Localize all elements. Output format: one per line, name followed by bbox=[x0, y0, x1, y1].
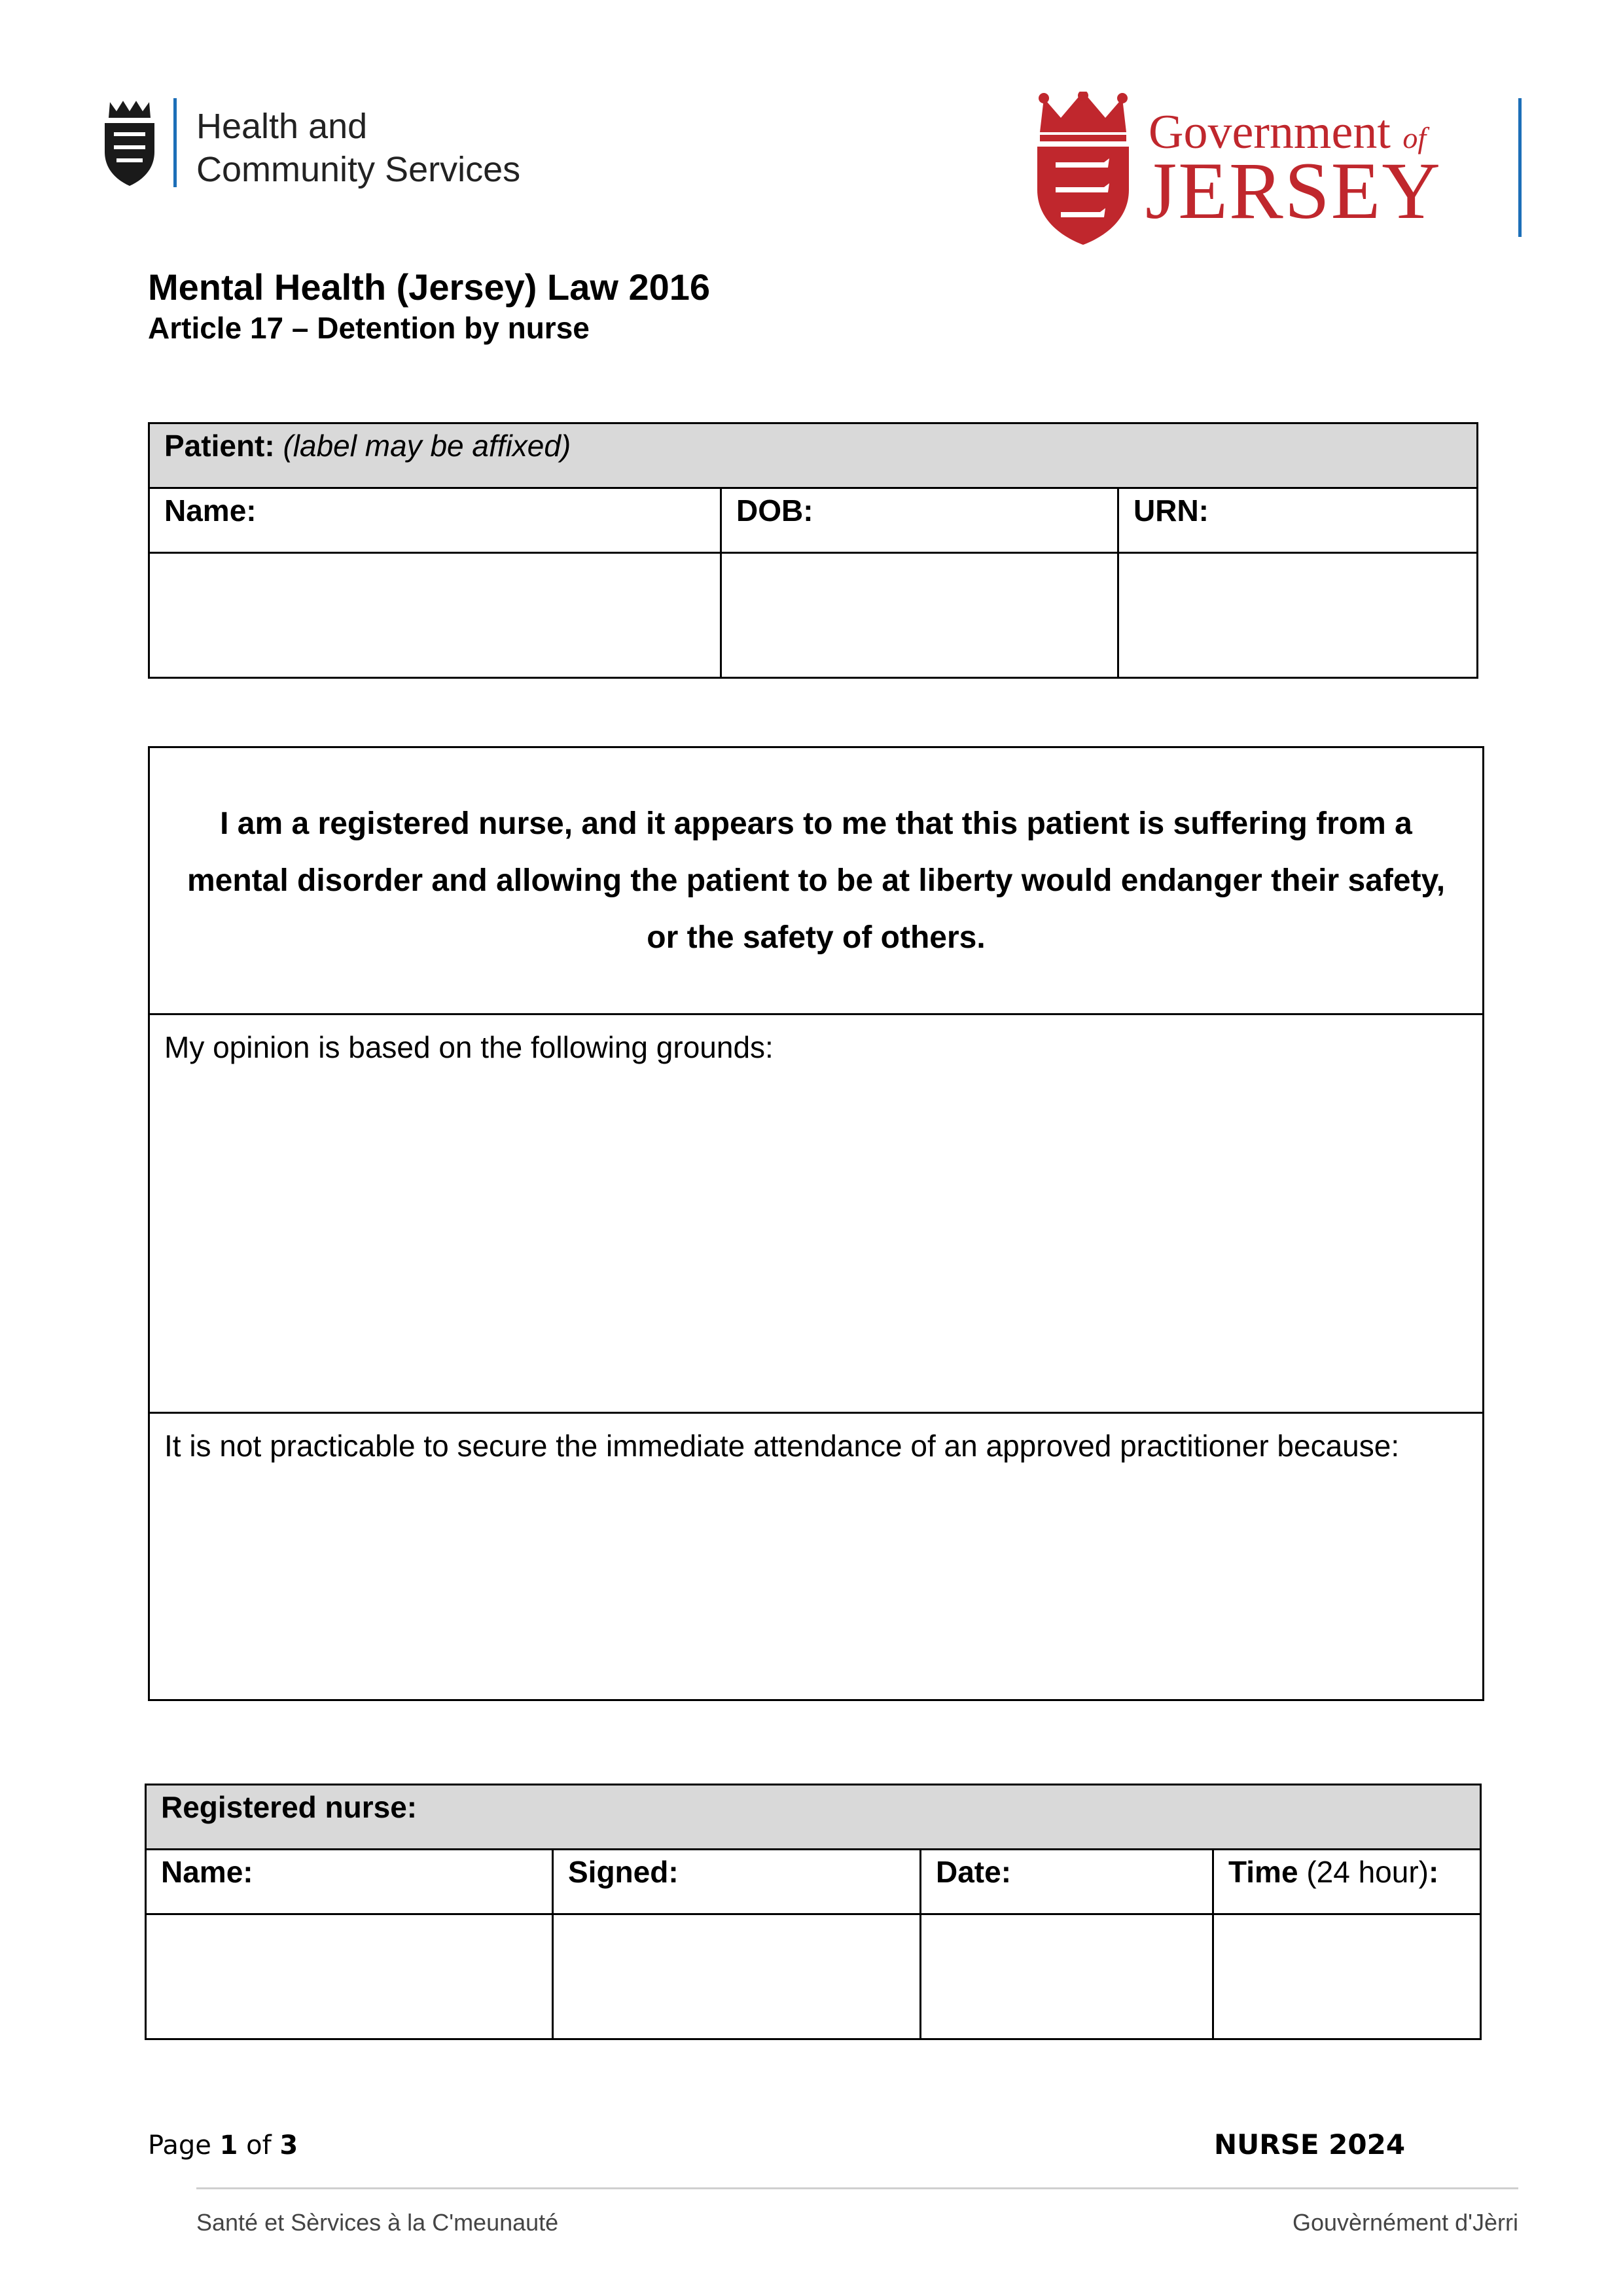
nurse-date-label: Date: bbox=[921, 1850, 1213, 1914]
nurse-name-field[interactable] bbox=[146, 1914, 553, 2039]
statement-table bbox=[148, 746, 1484, 1701]
grounds-field[interactable] bbox=[149, 1014, 1484, 1413]
practicable-field[interactable] bbox=[149, 1413, 1484, 1700]
practicable-label: It is not practicable to secure the immediate attendance of an approved practitioner because: bbox=[164, 1429, 1400, 1463]
goj-divider-bar bbox=[1518, 98, 1522, 237]
nurse-time-note: (24 hour) bbox=[1306, 1855, 1429, 1889]
nurse-signed-label: Signed: bbox=[553, 1850, 921, 1914]
document-title: Mental Health (Jersey) Law 2016 bbox=[148, 266, 711, 308]
nurse-name-label: Name: bbox=[146, 1850, 553, 1914]
nurse-signed-field[interactable] bbox=[553, 1914, 921, 2039]
of-word: of bbox=[1402, 121, 1427, 154]
patient-name-field[interactable] bbox=[149, 553, 721, 678]
patient-table bbox=[148, 422, 1478, 679]
patient-heading-note: (label may be affixed) bbox=[283, 429, 571, 463]
patient-urn-label: URN: bbox=[1118, 488, 1478, 553]
form-code: NURSE 2024 bbox=[1214, 2128, 1406, 2161]
footer-hcs-jerriais: Santé et Sèrvices à la C'meunauté bbox=[196, 2209, 559, 2236]
hcs-logo-text bbox=[196, 105, 520, 191]
page-total: 3 bbox=[279, 2130, 298, 2161]
document-subtitle: Article 17 – Detention by nurse bbox=[148, 311, 590, 345]
nurse-time-colon: : bbox=[1428, 1855, 1439, 1889]
government-word: Government bbox=[1149, 105, 1391, 159]
page-word: Page bbox=[148, 2130, 211, 2161]
page-number bbox=[148, 2130, 298, 2161]
nurse-date-field[interactable] bbox=[921, 1914, 1213, 2039]
patient-urn-field[interactable] bbox=[1118, 553, 1478, 678]
patient-heading-cell bbox=[149, 423, 1478, 488]
patient-heading: Patient: bbox=[164, 429, 275, 463]
nurse-heading: Registered nurse: bbox=[146, 1785, 1481, 1850]
nurse-table bbox=[145, 1784, 1482, 2040]
jersey-wordmark: JERSEY bbox=[1145, 146, 1442, 236]
nurse-declaration: I am a registered nurse, and it appears to me that this patient is suffering from a mental disorder and allowing the patient to be at liberty would endanger their safety, or the safety of others. bbox=[149, 747, 1484, 1014]
hcs-crest-logo bbox=[98, 98, 161, 187]
page-current: 1 bbox=[219, 2130, 238, 2161]
footer-divider bbox=[196, 2187, 1518, 2189]
patient-dob-field[interactable] bbox=[721, 553, 1118, 678]
nurse-time-label: Time bbox=[1228, 1855, 1298, 1889]
page-of: of bbox=[246, 2130, 272, 2161]
nurse-time-field[interactable] bbox=[1213, 1914, 1481, 2039]
hcs-line2: Community Services bbox=[196, 150, 521, 189]
footer-goj-jerriais: Gouvèrnément d'Jèrri bbox=[1292, 2209, 1518, 2236]
hcs-line1: Health and bbox=[196, 107, 368, 146]
grounds-label: My opinion is based on the following grounds: bbox=[164, 1030, 774, 1064]
hcs-divider-bar bbox=[173, 98, 177, 187]
patient-name-label: Name: bbox=[149, 488, 721, 553]
nurse-time-label-cell bbox=[1213, 1850, 1481, 1914]
patient-dob-label: DOB: bbox=[721, 488, 1118, 553]
jersey-crest-icon bbox=[1031, 92, 1135, 245]
